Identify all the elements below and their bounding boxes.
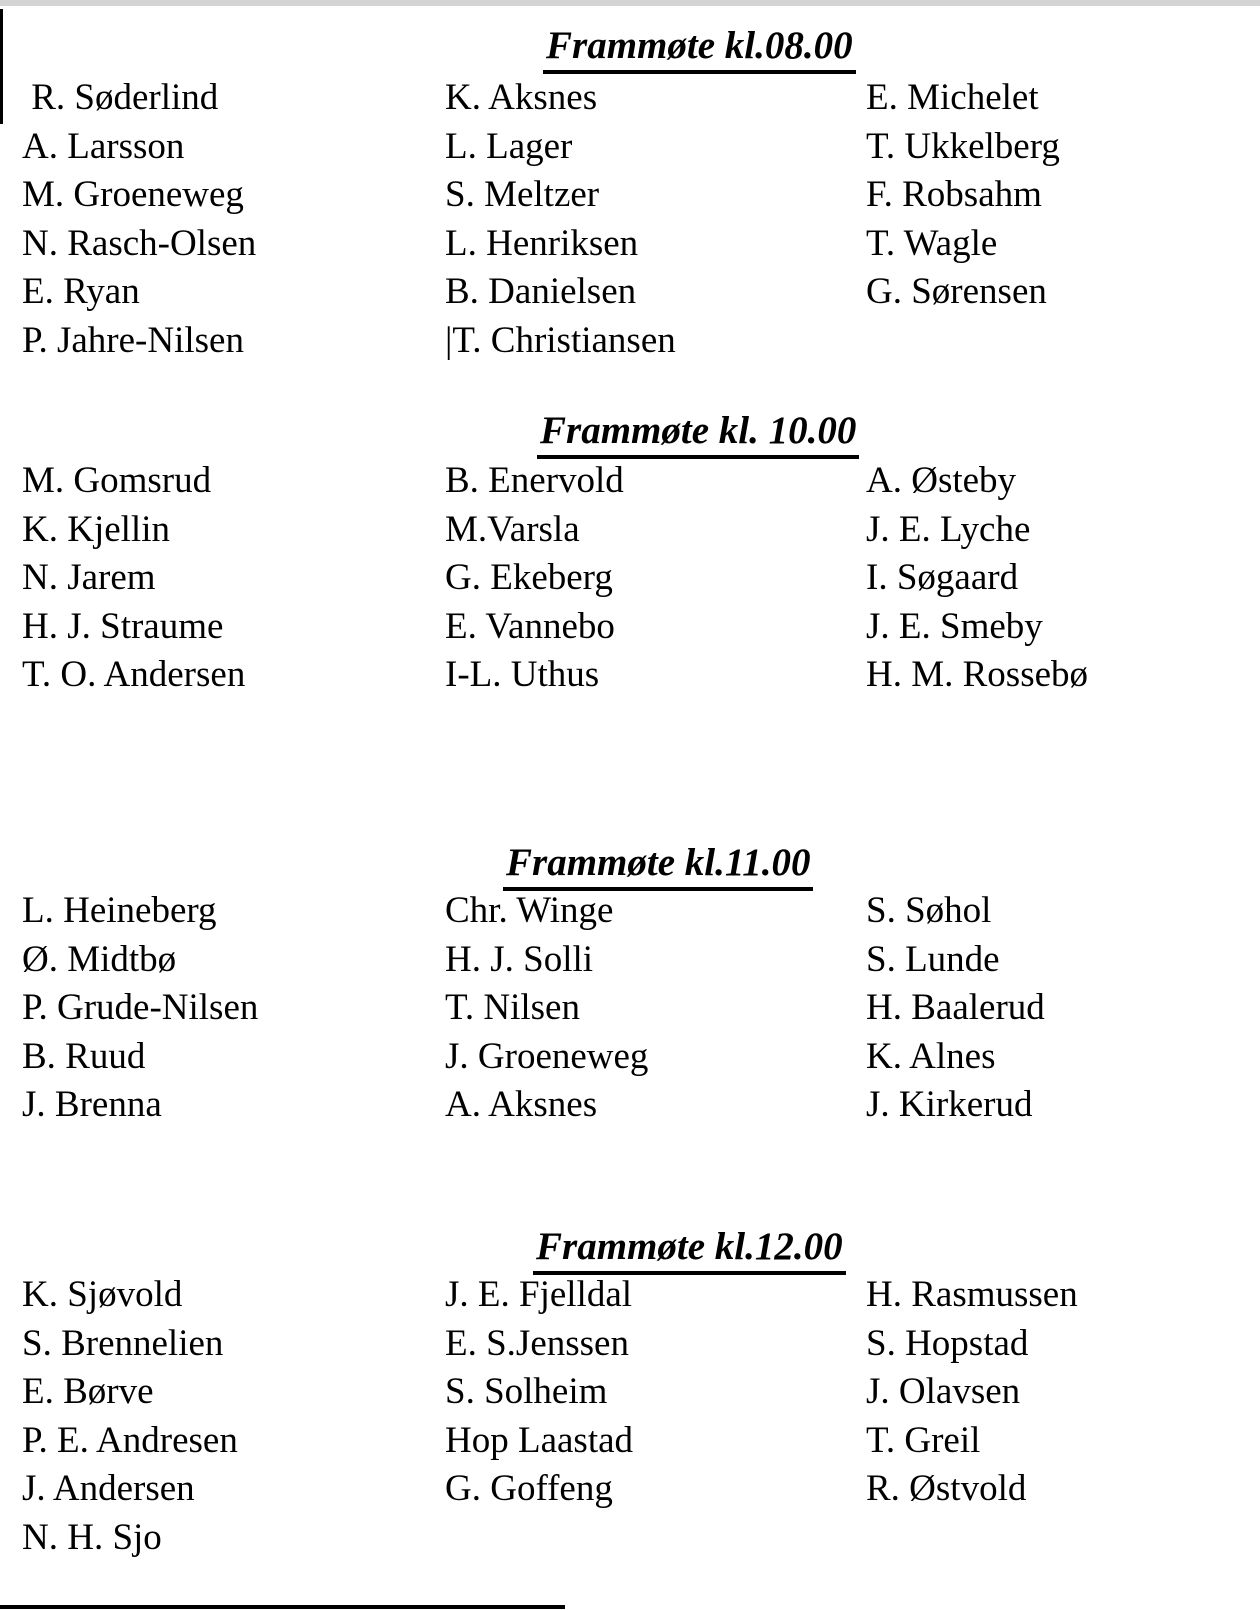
attendee-name: K. Alnes <box>866 1035 996 1077</box>
attendee-name: H. Rasmussen <box>866 1274 1078 1315</box>
name-column <box>22 889 442 1132</box>
name-column <box>866 459 1260 702</box>
attendee-name: K. Aksnes <box>445 77 598 118</box>
attendee-name: B. Ruud <box>22 1035 146 1077</box>
attendee-name: M. Groeneweg <box>22 174 244 215</box>
attendee-name: H. J. Straume <box>22 605 224 647</box>
name-column <box>22 76 442 367</box>
attendee-name: E. Vannebo <box>445 605 615 647</box>
attendee-name: K. Sjøvold <box>22 1274 183 1315</box>
attendee-name: L. Lager <box>445 125 573 167</box>
name-column <box>866 889 1260 1132</box>
attendee-name: G. Ekeberg <box>445 557 613 598</box>
name-column <box>445 1273 865 1516</box>
attendee-name: J. Olavsen <box>866 1371 1021 1412</box>
name-column <box>22 1273 442 1564</box>
attendee-name: J. E. Fjelldal <box>445 1274 633 1315</box>
attendee-name: E. S.Jenssen <box>445 1322 629 1364</box>
scan-edge-left <box>0 9 3 124</box>
attendee-name: S. Søhol <box>866 890 992 931</box>
attendee-name: H. M. Rossebø <box>866 654 1089 695</box>
attendee-name: H. J. Solli <box>445 938 594 980</box>
attendee-name: B. Danielsen <box>445 271 637 312</box>
attendee-name: P. Grude-Nilsen <box>22 987 259 1028</box>
attendee-name: A. Østeby <box>866 460 1017 501</box>
name-column <box>445 889 865 1132</box>
attendee-name: T. O. Andersen <box>22 654 246 695</box>
name-column <box>22 459 442 702</box>
attendee-name: H. Baalerud <box>866 987 1045 1028</box>
attendee-name: T. Nilsen <box>445 987 580 1028</box>
attendee-name: E. Ryan <box>22 271 140 312</box>
name-column <box>445 459 865 702</box>
attendee-name: Hop Laastad <box>445 1419 634 1461</box>
attendee-name: I-L. Uthus <box>445 654 600 695</box>
attendee-name: T. Greil <box>866 1419 981 1461</box>
section-title: Frammøte kl.08.00 <box>543 26 856 74</box>
attendee-name: M. Gomsrud <box>22 460 212 501</box>
attendee-name: A. Larsson <box>22 125 185 167</box>
attendee-name: J. Kirkerud <box>866 1084 1033 1125</box>
name-column <box>866 76 1260 319</box>
attendee-name: T. Wagle <box>866 222 998 264</box>
attendee-name: J. Groeneweg <box>445 1035 649 1077</box>
attendee-name: N. H. Sjo <box>22 1516 162 1558</box>
attendee-name: S. Brennelien <box>22 1322 224 1364</box>
attendee-name: B. Enervold <box>445 460 624 501</box>
attendee-name: P. E. Andresen <box>22 1419 238 1461</box>
attendee-name: G. Sørensen <box>866 271 1047 312</box>
attendee-name: S. Hopstad <box>866 1322 1029 1364</box>
attendee-name: J. Andersen <box>22 1468 195 1509</box>
attendee-name: Ø. Midtbø <box>22 938 177 980</box>
section-title: Frammøte kl.11.00 <box>503 843 813 891</box>
attendee-name: N. Jarem <box>22 557 156 598</box>
attendee-name: G. Goffeng <box>445 1468 613 1509</box>
attendee-name: E. Michelet <box>866 77 1039 118</box>
attendee-name: S. Lunde <box>866 938 1000 980</box>
attendee-name: E. Børve <box>22 1371 154 1412</box>
attendee-name: I. Søgaard <box>866 557 1019 598</box>
attendee-name: J. Brenna <box>22 1084 162 1125</box>
attendee-name: L. Heineberg <box>22 890 217 931</box>
scan-edge-top <box>0 0 1260 6</box>
section-title: Frammøte kl. 10.00 <box>537 411 859 459</box>
attendee-name: J. E. Smeby <box>866 605 1043 647</box>
attendee-name: Chr. Winge <box>445 890 614 931</box>
attendee-name: |T. Christiansen <box>445 319 676 361</box>
attendee-name: J. E. Lyche <box>866 508 1031 550</box>
attendee-name: S. Meltzer <box>445 174 600 215</box>
attendee-name: S. Solheim <box>445 1371 608 1412</box>
attendee-name: L. Henriksen <box>445 222 639 264</box>
attendee-name: N. Rasch-Olsen <box>22 222 257 264</box>
attendee-name: F. Robsahm <box>866 174 1042 215</box>
section-title: Frammøte kl.12.00 <box>533 1227 846 1275</box>
attendee-name: R. Østvold <box>866 1468 1027 1509</box>
attendee-name: R. Søderlind <box>22 77 219 118</box>
attendee-name: K. Kjellin <box>22 508 170 550</box>
attendee-name: A. Aksnes <box>445 1084 598 1125</box>
attendee-name: P. Jahre-Nilsen <box>22 319 244 361</box>
scan-edge-bottom <box>0 1605 565 1609</box>
attendee-name: M.Varsla <box>445 508 580 550</box>
name-column <box>445 76 865 367</box>
name-column <box>866 1273 1260 1516</box>
attendee-name: T. Ukkelberg <box>866 125 1060 167</box>
